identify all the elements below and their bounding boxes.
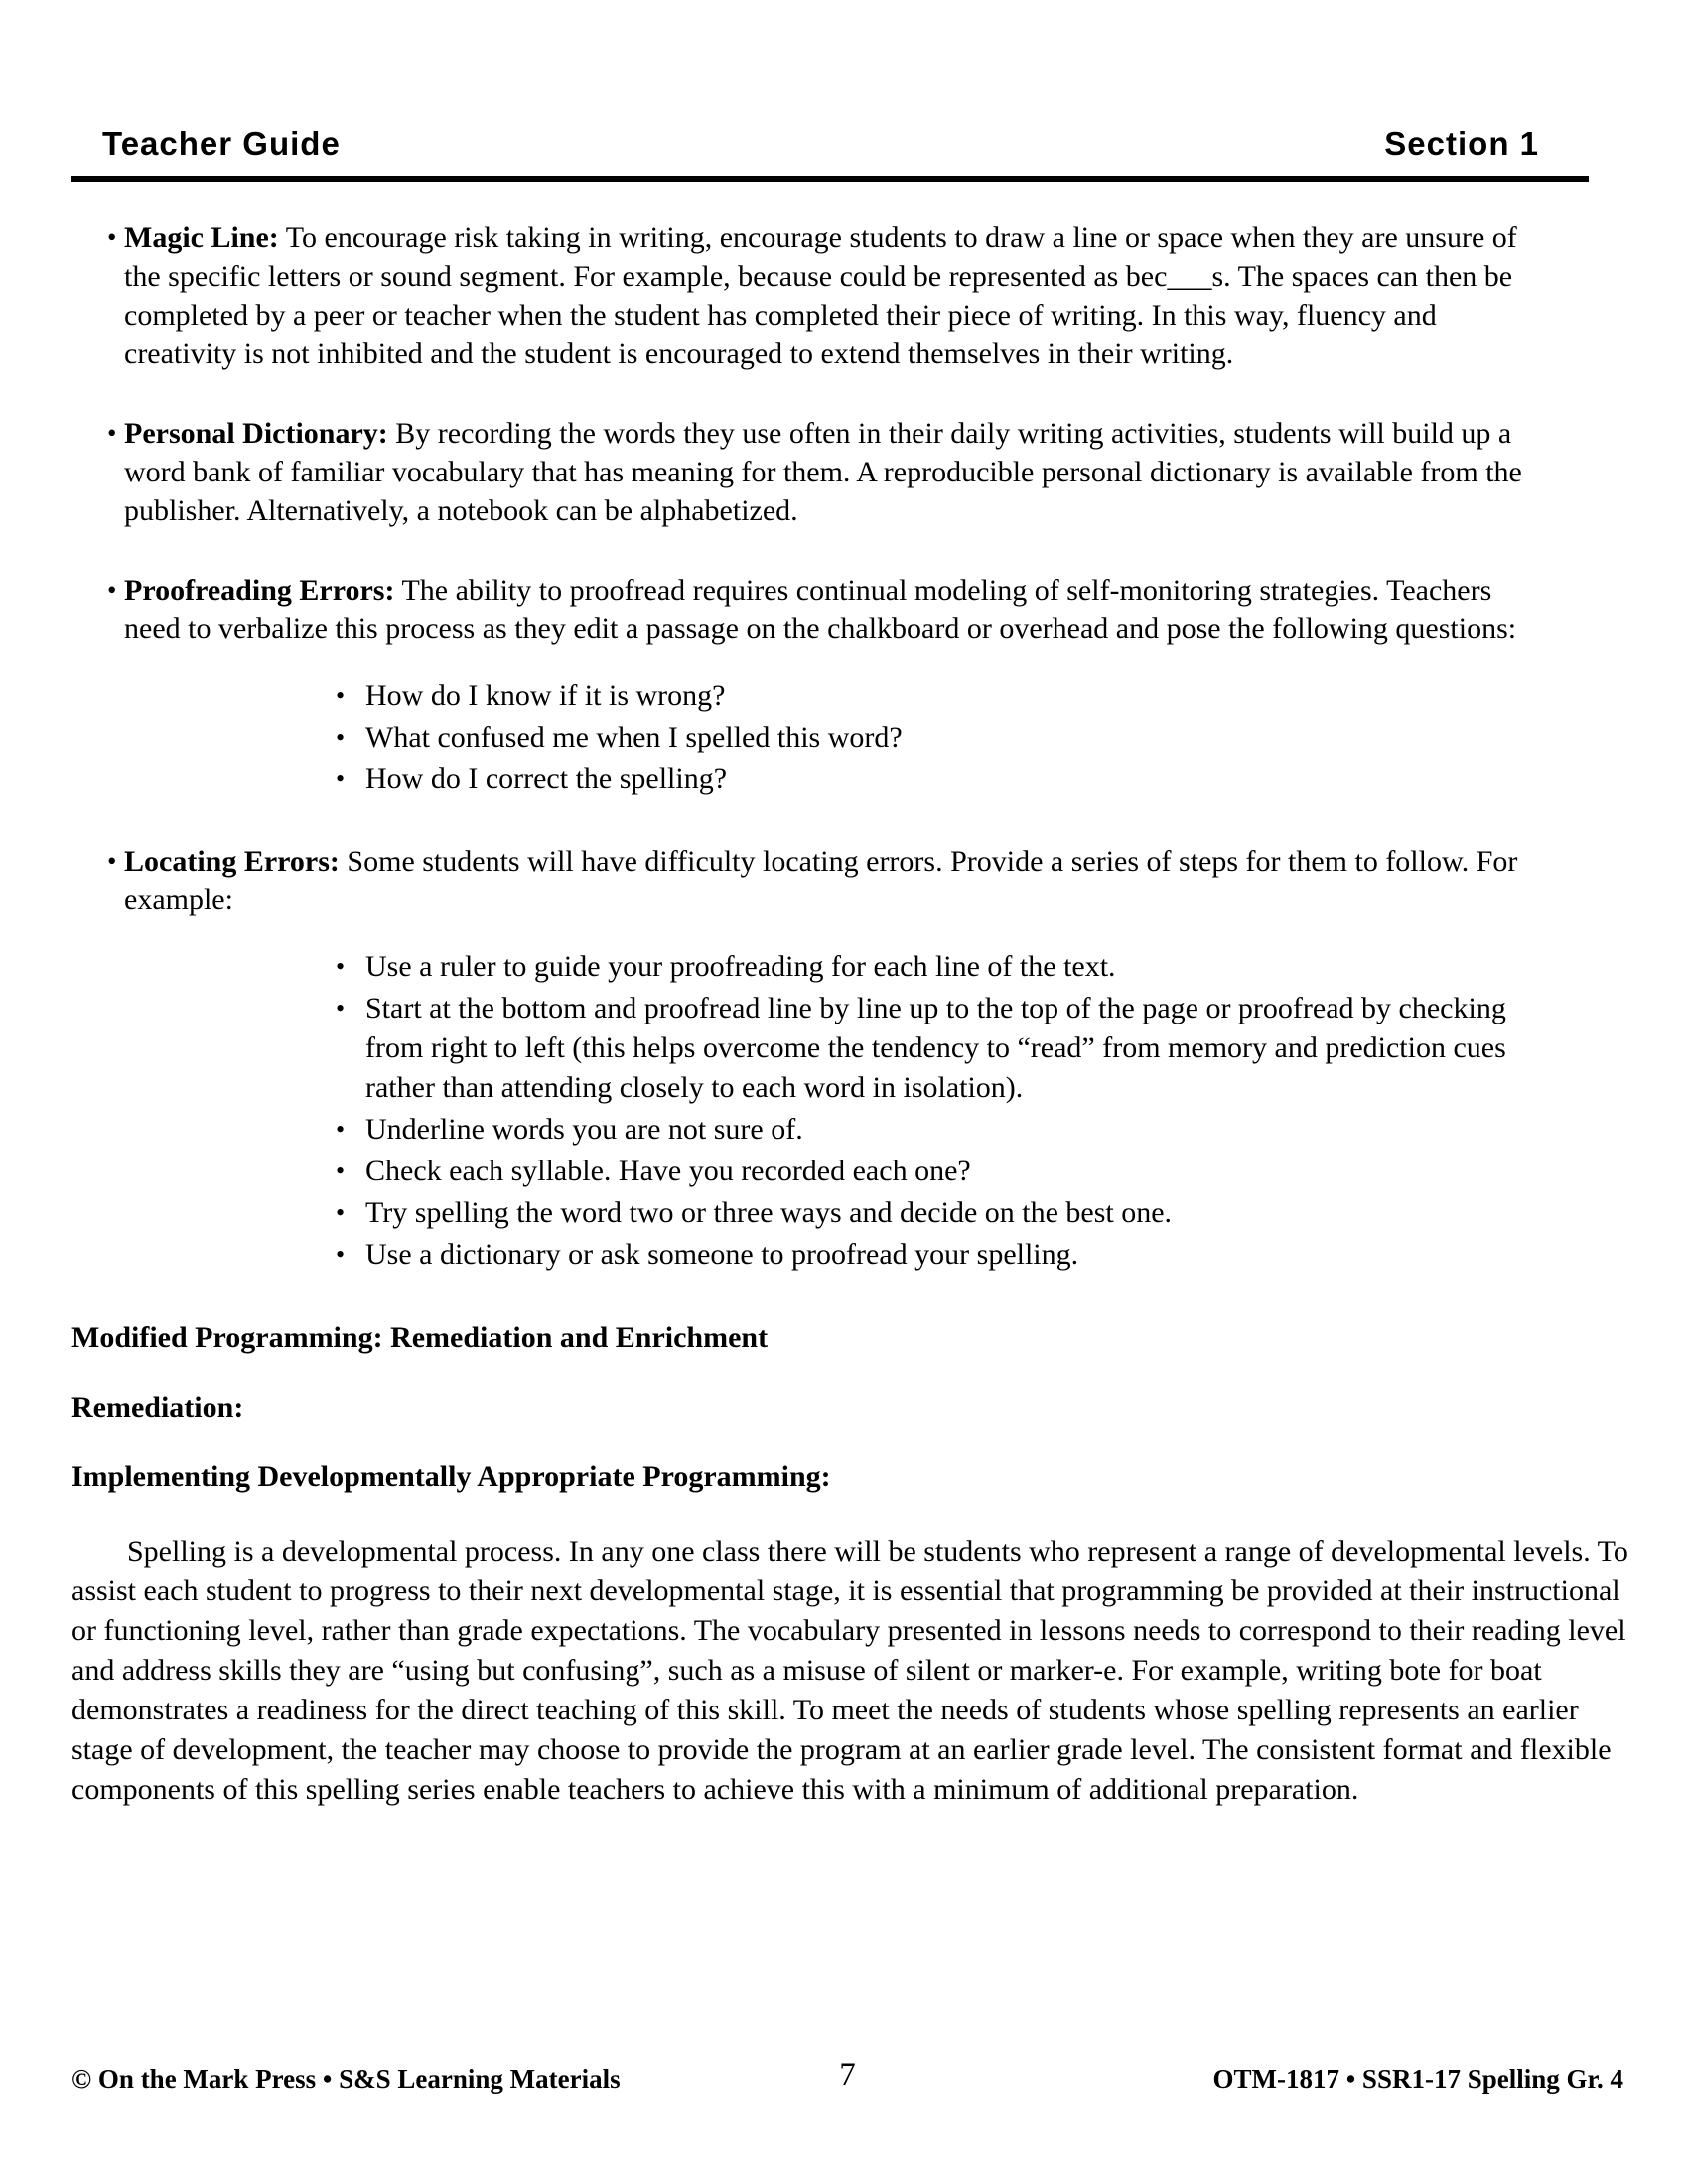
list-item	[336, 1110, 1529, 1150]
bullet-icon: •	[336, 1198, 346, 1227]
list-item-magic-line	[107, 218, 1529, 373]
list-item-text	[124, 571, 1529, 648]
bulleted-list	[107, 218, 1529, 1277]
list-item-content	[124, 218, 1529, 373]
term-label: Magic Line:	[124, 221, 279, 254]
locating-steps-list	[124, 947, 1529, 1275]
term-description: By recording the words they use often in their daily writing activities, students will build up a word bank of familiar vocabulary that has meaning for them. A reproducible personal dictionary is available from the publisher. Alternatively, a notebook can be alphabetized.	[124, 417, 1522, 527]
list-item-text	[124, 414, 1529, 530]
bullet-icon: •	[107, 418, 117, 448]
list-item	[336, 676, 1529, 716]
page-header	[102, 125, 1539, 163]
list-item-locating-errors	[107, 842, 1529, 1277]
remediation-paragraph: Spelling is a developmental process. In any one class there will be students who represent a range of developmental levels. To assist each student to progress to their next developmental stage, it is essential that programming be provided at their instructional or functioning level, rather than grade expectations. The vocabulary presented in lessons needs to correspond to their reading level and address skills they are “using but confusing”, such as a misuse of silent or marker-e. For example, writing bote for boat demonstrates a readiness for the direct teaching of this skill. To meet the needs of students whose spelling represents an earlier stage of development, the teacher may choose to provide the program at an earlier grade level. The consistent format and flexible components of this spelling series enable teachers to achieve this with a minimum of additional preparation.	[71, 1535, 1628, 1806]
list-item-text: Start at the bottom and proofread line by line up to the top of the page or proofread by checking from right to left (this helps overcome the tendency to “read” from memory and prediction cues rather than attending closely to each word in isolation).	[365, 992, 1506, 1104]
section-headings	[71, 1318, 1617, 1496]
list-item	[336, 989, 1529, 1108]
list-item	[336, 1193, 1529, 1233]
list-item-content	[124, 842, 1529, 1277]
bullet-icon: •	[107, 575, 117, 605]
list-item-text: Try spelling the word two or three ways and decide on the best one.	[365, 1196, 1173, 1229]
list-item	[336, 1235, 1529, 1275]
bullet-icon: •	[336, 1240, 346, 1269]
list-item-text: Check each syllable. Have you recorded each one?	[365, 1155, 971, 1187]
list-item-personal-dictionary	[107, 414, 1529, 530]
list-item	[336, 718, 1529, 757]
page-footer	[71, 2057, 1623, 2105]
bullet-icon: •	[336, 764, 346, 793]
list-item	[336, 759, 1529, 799]
term-label: Locating Errors:	[124, 845, 340, 878]
list-item-text: What confused me when I spelled this word?	[365, 721, 903, 753]
bullet-icon: •	[336, 994, 346, 1023]
list-item-text	[124, 842, 1529, 919]
heading-implementing-programming: Implementing Developmentally Appropriate Programming:	[71, 1460, 831, 1493]
list-item-text: Underline words you are not sure of.	[365, 1113, 803, 1146]
bullet-icon: •	[336, 723, 346, 751]
list-item-proofreading-errors	[107, 571, 1529, 801]
bullet-icon: •	[336, 952, 346, 981]
list-item-text: Use a ruler to guide your proofreading for each line of the text.	[365, 950, 1116, 983]
list-item-text	[124, 218, 1529, 373]
bullet-icon: •	[336, 681, 346, 710]
term-description: Some students will have difficulty locating errors. Provide a series of steps for them to follow. For example:	[124, 845, 1518, 916]
list-item-content	[124, 571, 1529, 801]
term-label: Proofreading Errors:	[124, 574, 395, 607]
heading-modified-programming: Modified Programming: Remediation and Enrichment	[71, 1321, 769, 1354]
list-item-text: How do I correct the spelling?	[365, 762, 728, 795]
bullet-icon: •	[107, 846, 117, 876]
header-divider	[71, 176, 1589, 182]
list-item	[336, 1152, 1529, 1191]
bullet-icon: •	[336, 1115, 346, 1144]
list-item-text: How do I know if it is wrong?	[365, 679, 726, 712]
term-description: The ability to proofread requires continual modeling of self-monitoring strategies. Teachers need to verbalize this process as they edit a passage on the chalkboard or overhead and pose the following questions:	[124, 574, 1517, 645]
header-right-section: Section 1	[1384, 125, 1539, 162]
footer-copyright: © On the Mark Press • S&S Learning Materials	[71, 2064, 621, 2094]
heading-remediation: Remediation:	[71, 1391, 244, 1424]
list-item-text: Use a dictionary or ask someone to proofread your spelling.	[365, 1238, 1079, 1271]
page-number: 7	[839, 2057, 856, 2093]
footer-product-code: OTM-1817 • SSR1-17 Spelling Gr. 4	[1212, 2064, 1623, 2094]
proofreading-questions-list	[124, 676, 1529, 799]
term-label: Personal Dictionary:	[124, 417, 388, 450]
header-left-title: Teacher Guide	[102, 125, 341, 162]
term-description: To encourage risk taking in writing, encourage students to draw a line or space when they are unsure of the specific letters or sound segment. For example, because could be represented as bec___s. The spaces can then be completed by a peer or teacher when the student has completed their piece of writing. In this way, fluency and creativity is not inhibited and the student is encouraged to extend themselves in their writing.	[124, 221, 1517, 370]
page-content	[0, 218, 1688, 1810]
bullet-icon: •	[336, 1157, 346, 1185]
list-item-content	[124, 414, 1529, 530]
list-item	[336, 947, 1529, 987]
bullet-icon: •	[107, 222, 117, 252]
